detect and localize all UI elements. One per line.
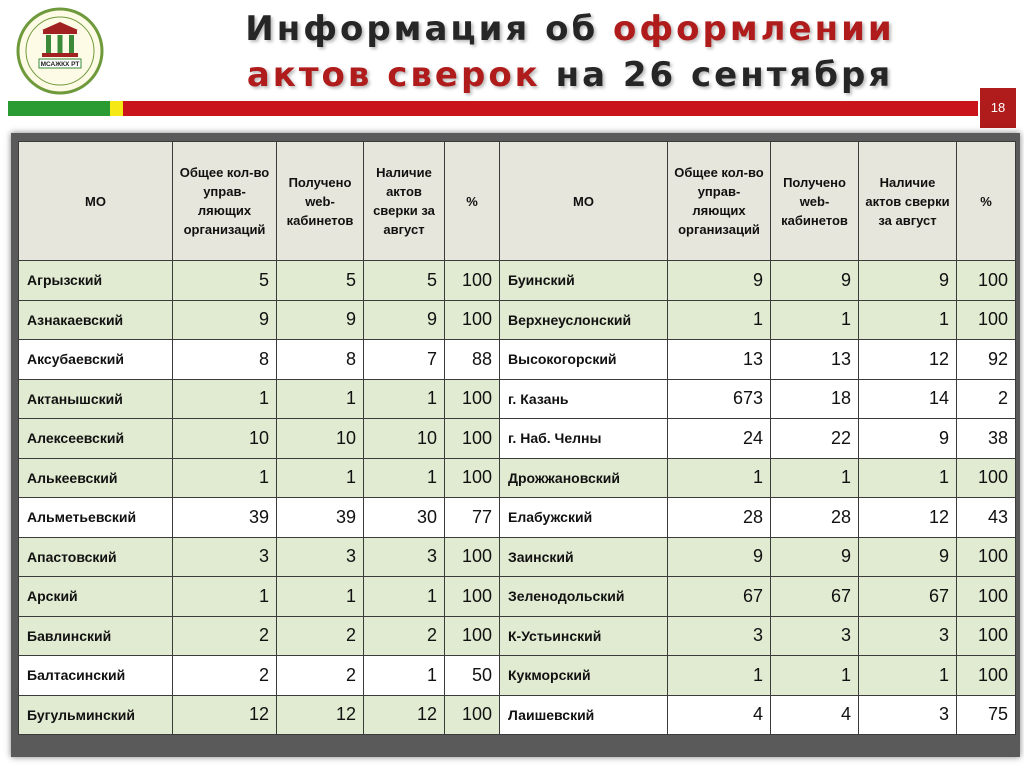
mo-cell: Азнакаевский <box>19 300 173 340</box>
title-line-2 <box>160 52 980 98</box>
total-orgs-cell: 3 <box>668 616 771 656</box>
table-body <box>19 261 1016 735</box>
web-cabinets-cell: 1 <box>771 458 859 498</box>
table-row <box>19 340 1016 380</box>
percent-cell: 100 <box>445 577 500 617</box>
web-cabinets-cell: 3 <box>771 616 859 656</box>
table-row <box>19 695 1016 735</box>
title-line-1 <box>160 6 980 52</box>
web-cabinets-cell: 9 <box>277 300 364 340</box>
mo-cell: Апастовский <box>19 537 173 577</box>
table-row <box>19 458 1016 498</box>
table-row <box>19 616 1016 656</box>
mo-cell: г. Наб. Челны <box>500 419 668 459</box>
acts-cell: 9 <box>364 300 445 340</box>
web-cabinets-cell: 5 <box>277 261 364 301</box>
total-orgs-cell: 24 <box>668 419 771 459</box>
mo-cell: Бавлинский <box>19 616 173 656</box>
web-cabinets-cell: 2 <box>277 616 364 656</box>
web-cabinets-cell: 67 <box>771 577 859 617</box>
acts-cell: 10 <box>364 419 445 459</box>
mo-cell: Аксубаевский <box>19 340 173 380</box>
percent-cell: 100 <box>957 537 1016 577</box>
table-row <box>19 261 1016 301</box>
total-orgs-cell: 39 <box>173 498 277 538</box>
web-cabinets-cell: 8 <box>277 340 364 380</box>
yellow-stripe <box>110 101 123 116</box>
acts-cell: 3 <box>364 537 445 577</box>
mo-cell: Верхнеуслонский <box>500 300 668 340</box>
acts-cell: 12 <box>859 498 957 538</box>
table-frame <box>11 133 1020 757</box>
acts-cell: 1 <box>859 300 957 340</box>
mo-cell: Бугульминский <box>19 695 173 735</box>
total-orgs-cell: 1 <box>173 458 277 498</box>
web-cabinets-cell: 12 <box>277 695 364 735</box>
web-cabinets-cell: 4 <box>771 695 859 735</box>
web-cabinets-cell: 9 <box>771 261 859 301</box>
acts-cell: 1 <box>859 458 957 498</box>
table-header-row <box>19 142 1016 261</box>
percent-cell: 43 <box>957 498 1016 538</box>
web-cabinets-cell: 28 <box>771 498 859 538</box>
total-orgs-cell: 3 <box>173 537 277 577</box>
percent-cell: 100 <box>445 261 500 301</box>
title-line1-highlight: оформлении <box>613 9 895 49</box>
total-orgs-cell: 67 <box>668 577 771 617</box>
web-cabinets-cell: 1 <box>277 577 364 617</box>
acts-cell: 3 <box>859 616 957 656</box>
mo-cell: Актанышский <box>19 379 173 419</box>
green-stripe <box>8 101 110 116</box>
percent-cell: 100 <box>957 300 1016 340</box>
web-cabinets-cell: 1 <box>771 300 859 340</box>
percent-cell: 100 <box>957 577 1016 617</box>
mo-cell: Зеленодольский <box>500 577 668 617</box>
percent-cell: 38 <box>957 419 1016 459</box>
percent-cell: 100 <box>445 419 500 459</box>
header-mo-right: МО <box>500 142 668 261</box>
web-cabinets-cell: 18 <box>771 379 859 419</box>
percent-cell: 100 <box>957 656 1016 696</box>
percent-cell: 75 <box>957 695 1016 735</box>
table-row <box>19 498 1016 538</box>
percent-cell: 2 <box>957 379 1016 419</box>
percent-cell: 100 <box>445 379 500 419</box>
total-orgs-cell: 4 <box>668 695 771 735</box>
header-mo-left: МО <box>19 142 173 261</box>
web-cabinets-cell: 39 <box>277 498 364 538</box>
web-cabinets-cell: 9 <box>771 537 859 577</box>
acts-cell: 1 <box>364 656 445 696</box>
mo-cell: К-Устьинский <box>500 616 668 656</box>
web-cabinets-cell: 10 <box>277 419 364 459</box>
total-orgs-cell: 12 <box>173 695 277 735</box>
total-orgs-cell: 9 <box>173 300 277 340</box>
header-web-cabinets-right: Получено web-кабинетов <box>771 142 859 261</box>
percent-cell: 100 <box>957 616 1016 656</box>
acts-cell: 67 <box>859 577 957 617</box>
total-orgs-cell: 2 <box>173 616 277 656</box>
total-orgs-cell: 13 <box>668 340 771 380</box>
percent-cell: 100 <box>957 458 1016 498</box>
total-orgs-cell: 28 <box>668 498 771 538</box>
page-number: 18 <box>980 88 1016 128</box>
header-percent-left: % <box>445 142 500 261</box>
acts-cell: 2 <box>364 616 445 656</box>
acts-cell: 1 <box>364 379 445 419</box>
mo-cell: Альметьевский <box>19 498 173 538</box>
mo-cell: Елабужский <box>500 498 668 538</box>
mo-cell: Арский <box>19 577 173 617</box>
total-orgs-cell: 2 <box>173 656 277 696</box>
header-web-cabinets-left: Получено web-кабинетов <box>277 142 364 261</box>
percent-cell: 100 <box>445 458 500 498</box>
table-row <box>19 419 1016 459</box>
table-row <box>19 537 1016 577</box>
total-orgs-cell: 1 <box>668 300 771 340</box>
mo-cell: Алькеевский <box>19 458 173 498</box>
mo-cell: Балтасинский <box>19 656 173 696</box>
total-orgs-cell: 9 <box>668 537 771 577</box>
total-orgs-cell: 1 <box>668 656 771 696</box>
web-cabinets-cell: 2 <box>277 656 364 696</box>
acts-cell: 1 <box>364 577 445 617</box>
acts-cell: 9 <box>859 537 957 577</box>
title-line2-highlight: актов сверок <box>246 55 541 95</box>
total-orgs-cell: 1 <box>668 458 771 498</box>
acts-cell: 5 <box>364 261 445 301</box>
mo-cell: Алексеевский <box>19 419 173 459</box>
table-row <box>19 577 1016 617</box>
red-stripe <box>123 101 978 116</box>
mo-cell: Высокогорский <box>500 340 668 380</box>
percent-cell: 92 <box>957 340 1016 380</box>
mo-cell: Лаишевский <box>500 695 668 735</box>
acts-cell: 12 <box>859 340 957 380</box>
acts-cell: 7 <box>364 340 445 380</box>
web-cabinets-cell: 1 <box>277 458 364 498</box>
table-row <box>19 300 1016 340</box>
percent-cell: 50 <box>445 656 500 696</box>
acts-cell: 14 <box>859 379 957 419</box>
header-total-orgs-left: Общее кол-во управ-ляющих организаций <box>173 142 277 261</box>
percent-cell: 88 <box>445 340 500 380</box>
mo-cell: Кукморский <box>500 656 668 696</box>
acts-cell: 9 <box>859 419 957 459</box>
table-row <box>19 656 1016 696</box>
total-orgs-cell: 5 <box>173 261 277 301</box>
acts-cell: 30 <box>364 498 445 538</box>
svg-text:МСАЖКХ РТ: МСАЖКХ РТ <box>40 61 80 68</box>
page-title <box>160 6 980 98</box>
web-cabinets-cell: 13 <box>771 340 859 380</box>
web-cabinets-cell: 1 <box>277 379 364 419</box>
percent-cell: 100 <box>957 261 1016 301</box>
header-percent-right: % <box>957 142 1016 261</box>
total-orgs-cell: 1 <box>173 379 277 419</box>
percent-cell: 100 <box>445 300 500 340</box>
header-acts-august-right: Наличие актов сверки за август <box>859 142 957 261</box>
total-orgs-cell: 9 <box>668 261 771 301</box>
acts-cell: 3 <box>859 695 957 735</box>
header-total-orgs-right: Общее кол-во управ-ляющих организаций <box>668 142 771 261</box>
web-cabinets-cell: 22 <box>771 419 859 459</box>
total-orgs-cell: 1 <box>173 577 277 617</box>
web-cabinets-cell: 3 <box>277 537 364 577</box>
mo-cell: Дрожжановский <box>500 458 668 498</box>
acts-cell: 12 <box>364 695 445 735</box>
web-cabinets-cell: 1 <box>771 656 859 696</box>
mo-cell: г. Казань <box>500 379 668 419</box>
acts-cell: 1 <box>859 656 957 696</box>
data-table <box>18 141 1016 735</box>
total-orgs-cell: 10 <box>173 419 277 459</box>
header-acts-august-left: Наличие актов сверки за август <box>364 142 445 261</box>
percent-cell: 77 <box>445 498 500 538</box>
title-line2-plain: на 26 сентября <box>540 55 894 95</box>
table-row <box>19 379 1016 419</box>
mo-cell: Буинский <box>500 261 668 301</box>
acts-cell: 1 <box>364 458 445 498</box>
percent-cell: 100 <box>445 537 500 577</box>
title-line1-plain: Информация об <box>245 9 614 49</box>
total-orgs-cell: 673 <box>668 379 771 419</box>
ministry-logo <box>12 6 108 96</box>
acts-cell: 9 <box>859 261 957 301</box>
percent-cell: 100 <box>445 616 500 656</box>
total-orgs-cell: 8 <box>173 340 277 380</box>
mo-cell: Заинский <box>500 537 668 577</box>
mo-cell: Агрызский <box>19 261 173 301</box>
percent-cell: 100 <box>445 695 500 735</box>
